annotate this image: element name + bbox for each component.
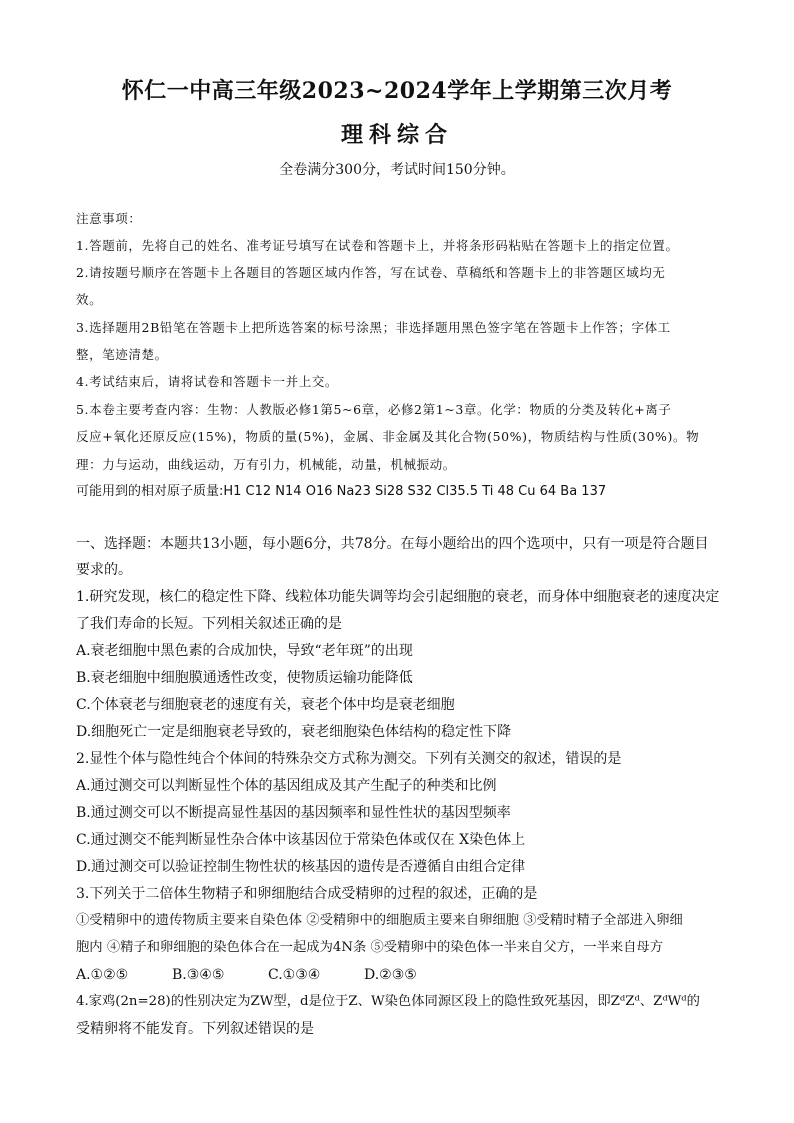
exam-info: 全卷满分300分，考试时间150分钟。 bbox=[279, 162, 515, 178]
option-a: A.①②⑤ bbox=[76, 967, 129, 983]
note-line: 2.请按题号顺序在答题卡上各题目的答题区域内作答，写在试卷、草稿纸和答题卡上的非答题区域均无 bbox=[76, 265, 666, 280]
option-b: B.通过测交可以不断提高显性基因的基因频率和显性性状的基因型频率 bbox=[76, 805, 511, 821]
note-line: 理：力与运动，曲线运动，万有引力，机械能，动量，机械振动。 bbox=[76, 457, 456, 472]
option-c: C.①③④ bbox=[268, 967, 321, 983]
note-line: 4.考试结束后，请将试卷和答题卡一并上交。 bbox=[76, 374, 339, 389]
option-c: C.通过测交不能判断显性杂合体中该基因位于常染色体或仅在 X染色体上 bbox=[76, 832, 526, 848]
notes-heading: 注意事项： bbox=[76, 211, 142, 226]
note-line: 1.答题前，先将自己的姓名、准考证号填写在试卷和答题卡上，并将条形码粘贴在答题卡上的指定位置。 bbox=[76, 238, 679, 253]
question-stem: 1.研究发现，核仁的稳定性下降、线粒体功能失调等均会引起细胞的衰老，而身体中细胞衰老的速度决定 bbox=[76, 589, 720, 605]
note-line: 效。 bbox=[76, 292, 103, 307]
option-b: B.③④⑤ bbox=[172, 967, 225, 983]
option-d: D.通过测交可以验证控制生物性状的核基因的遗传是否遵循自由组合定律 bbox=[76, 859, 526, 875]
note-line: 3.选择题用2B铅笔在答题卡上把所选答案的标号涂黑；非选择题用黑色签字笔在答题卡上作答；字体工 bbox=[76, 320, 671, 335]
option-a: A.衰老细胞中黑色素的合成加快，导致“老年斑”的出现 bbox=[76, 643, 413, 659]
question-stem: 了我们寿命的长短。下列相关叙述正确的是 bbox=[76, 616, 342, 632]
question-stem: 4.家鸡(2n=28)的性别决定为ZW型，d是位于Z、W染色体同源区段上的隐性致死基因，即ZᵈZᵈ、ZᵈWᵈ的 bbox=[76, 994, 700, 1009]
page-title: 怀仁一中高三年级2023~2024学年上学期第三次月考 bbox=[121, 78, 673, 104]
note-line: 5.本卷主要考查内容：生物：人教版必修1第5~6章，必修2第1~3章。化学：物质的分类及转化+离子 bbox=[76, 402, 672, 417]
option-b: B.衰老细胞中细胞膜通透性改变，使物质运输功能降低 bbox=[76, 670, 413, 686]
question-stem: 3.下列关于二倍体生物精子和卵细胞结合成受精卵的过程的叙述，正确的是 bbox=[76, 886, 538, 902]
question-stem: 受精卵将不能发育。下列叙述错误的是 bbox=[76, 1021, 314, 1037]
atomic-masses: 可能用到的相对原子质量:H1 C12 N14 O16 Na23 Si28 S32 Cl35.5 Ti 48 Cu 64 Ba 137 bbox=[76, 484, 607, 499]
options-row bbox=[76, 965, 726, 985]
option-d: D.细胞死亡一定是细胞衰老导致的，衰老细胞染色体结构的稳定性下降 bbox=[76, 724, 512, 740]
option-c: C.个体衰老与细胞衰老的速度有关，衰老个体中均是衰老细胞 bbox=[76, 697, 455, 713]
note-line: 整，笔迹清楚。 bbox=[76, 347, 168, 362]
section-line: 要求的。 bbox=[76, 562, 132, 578]
option-a: A.通过测交可以判断显性个体的基因组成及其产生配子的种类和比例 bbox=[76, 778, 497, 794]
question-stem: 2.显性个体与隐性纯合个体间的特殊杂交方式称为测交。下列有关测交的叙述，错误的是 bbox=[76, 751, 622, 767]
question-stem: ①受精卵中的遗传物质主要来自染色体 ②受精卵中的细胞质主要来自卵细胞 ③受精时精子全部进入卵细 bbox=[76, 913, 683, 928]
section-line: 一、选择题：本题共13小题，每小题6分，共78分。在每小题给出的四个选项中，只有一项是符合题目 bbox=[76, 536, 709, 552]
note-line: 反应+氧化还原反应(15%)，物质的量(5%)，金属、非金属及其化合物(50%)，物质结构与性质(30%)。物 bbox=[76, 429, 700, 444]
question-stem: 胞内 ④精子和卵细胞的染色体合在一起成为4N条 ⑤受精卵中的染色体一半来自父方，一半来自母方 bbox=[76, 940, 664, 955]
subject-title: 理科综合 bbox=[340, 122, 453, 148]
option-d: D.②③⑤ bbox=[364, 967, 417, 983]
